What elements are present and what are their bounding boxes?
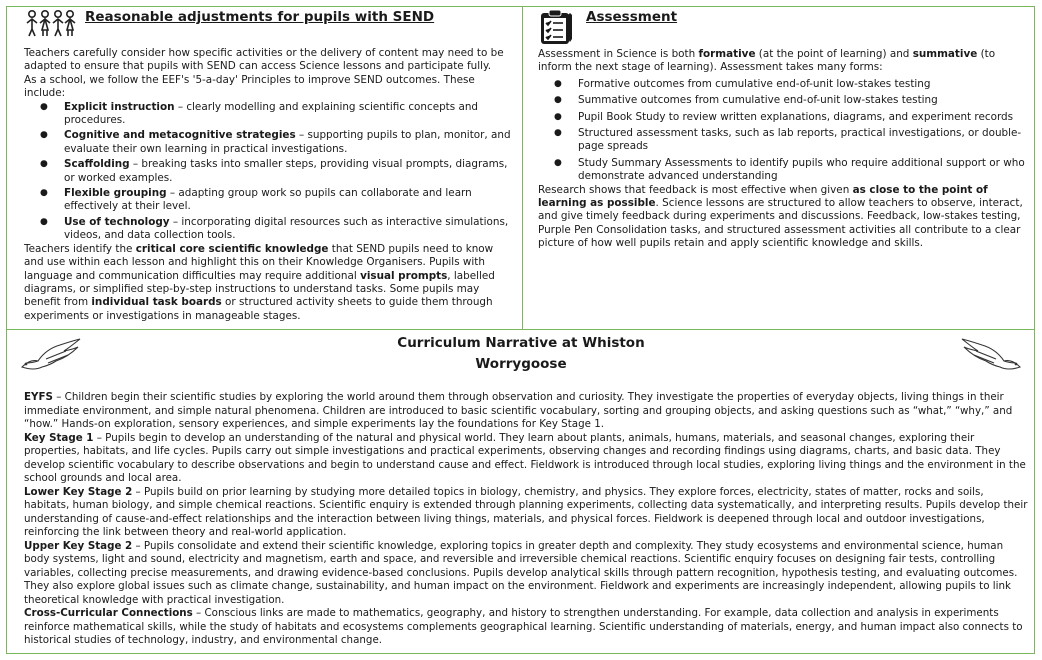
column-divider bbox=[522, 6, 523, 329]
assessment-panel bbox=[538, 11, 1026, 251]
narrative-body bbox=[24, 391, 1028, 648]
list-item: ● Cognitive and metacognitive strategies – supporting pupils to plan, monitor, and evaluate their own learning in practical investigations. bbox=[24, 129, 512, 156]
narrative-section-lks2: Lower Key Stage 2 – Pupils build on prior learning by studying more detailed topics in biology, chemistry, and physics. They explore forces, electricity, states of matter, rocks and soils, habitats, human biology, and simple chemical reactions. Scientific enquiry is extended through planning experiments, collecting data systematically, and interpreting results. Pupils develop their understanding of cause-and-effect relationships and the interaction between living things, materials, and physical forces. Fieldwork is deepened through local and outdoor investigations, reinforcing the link between theory and real-world application. bbox=[24, 485, 1028, 538]
list-item: ● Summative outcomes from cumulative end-of-unit low-stakes testing bbox=[538, 94, 1026, 107]
narrative-section-cross-curricular: Cross-Curricular Connections – Conscious links are made to mathematics, geography, and history to strengthen understanding. For example, data collection and analysis in experiments reinforce mathematical skills, while the study of habitats and ecosystems complements geographical learning. Scientific understanding of materials, energy, and human impact also connects to historical studies of technology, industry, and environmental change. bbox=[24, 607, 1023, 646]
list-item: ● Explicit instruction – clearly modelling and explaining scientific concepts and procedures. bbox=[24, 101, 512, 128]
send-panel bbox=[24, 11, 512, 323]
list-item: ● Study Summary Assessments to identify pupils who require additional support or who demonstrate advanced understanding bbox=[538, 157, 1026, 184]
send-closing: Teachers identify the critical core scientific knowledge that SEND pupils need to know and use within each lesson and highlight this on their Knowledge Organisers. Pupils with language and communication difficulties may require additional visual prompts, labelled diagrams, or simplified step-by-step instructions to understand tasks. Some pupils may benefit from individual task boards or structured activity sheets to guide them through experiments or investigations in manageable stages. bbox=[24, 242, 495, 322]
row-divider bbox=[6, 329, 1035, 330]
list-item: ● Use of technology – incorporating digital resources such as interactive simulations, videos, and data collection tools. bbox=[24, 216, 512, 243]
list-item: ● Pupil Book Study to review written explanations, diagrams, and experiment records bbox=[538, 111, 1026, 124]
list-item: ● Flexible grouping – adapting group work so pupils can collaborate and learn effectively at their level. bbox=[24, 187, 512, 214]
list-item: ● Formative outcomes from cumulative end-of-unit low-stakes testing bbox=[538, 78, 1026, 91]
send-principles-line: As a school, we follow the EEF's '5-a-day' Principles to improve SEND outcomes. These include: bbox=[24, 73, 475, 100]
assessment-list bbox=[538, 78, 1026, 184]
assessment-intro: Assessment in Science is both formative (at the point of learning) and summative (to inform the next stage of learning). Assessment takes many forms: bbox=[538, 48, 996, 74]
narrative-section-eyfs: EYFS – Children begin their scientific studies by exploring the world around them through observation and curiosity. They investigate the properties of everyday objects, living things in their immediate environment, and simple natural phenomena. Children are introduced to basic scientific vocabulary, sorting and grouping objects, and asking questions such as “what,” “why,” and “how.” Hands-on exploration, sensory experiences, and simple experiments lay the foundations for Key Stage 1. bbox=[24, 391, 1013, 430]
send-intro: Teachers carefully consider how specific activities or the delivery of content may need to be adapted to ensure that pupils with SEND can access Science lessons and participate fully. bbox=[24, 47, 504, 73]
narrative-section-uks2: Upper Key Stage 2 – Pupils consolidate and extend their scientific knowledge, exploring topics in greater depth and complexity. They study ecosystems and environmental science, human body systems, light and sound, electricity and magnetism, earth and space, and reversible and irreversible chemical reactions. Scientific enquiry focuses on designing fair tests, controlling variables, collecting precise measurements, and drawing evidence-based conclusions. Pupils develop analytical skills through pattern recognition, hypothesis testing, and evaluating outcomes. They also explore global issues such as climate change, sustainability, and human impact on the environment. Fieldwork and experiments are increasingly independent, allowing pupils to link theoretical knowledge with practical investigation. bbox=[24, 539, 1018, 606]
narrative-section-ks1: Key Stage 1 – Pupils begin to develop an understanding of the natural and physical world. They learn about plants, animals, humans, materials, and seasonal changes, exploring their properties, habitats, and life cycles. Pupils carry out simple investigations and practical experiments, observing changes and recording findings using diagrams, charts, and basic data. They develop scientific vocabulary to describe observations and begin to understand cause and effect. Fieldwork is introduced through local studies, exploring living things and the environment in the school grounds and local area. bbox=[24, 431, 1026, 484]
assessment-research: Research shows that feedback is most effective when given as close to the point of learning as possible. Science lessons are structured to allow teachers to observe, interact, and give timely feedback during experiments and discussions. Feedback, low-stakes testing, Purple Pen Consolidation tasks, and structured assessment activities all contribute to a clear picture of how well pupils retain and apply scientific knowledge and skills. bbox=[538, 183, 1023, 250]
narrative-subtitle: Worrygoose bbox=[475, 356, 567, 372]
list-item: ● Scaffolding – breaking tasks into smaller steps, providing visual prompts, diagrams, or worked examples. bbox=[24, 158, 512, 185]
narrative-title: Curriculum Narrative at Whiston bbox=[397, 335, 645, 351]
assessment-heading: Assessment bbox=[586, 9, 678, 25]
send-heading: Reasonable adjustments for pupils with SEND bbox=[85, 9, 435, 25]
send-list bbox=[24, 101, 512, 243]
list-item: ● Structured assessment tasks, such as lab reports, practical investigations, or double-page spreads bbox=[538, 127, 1026, 154]
